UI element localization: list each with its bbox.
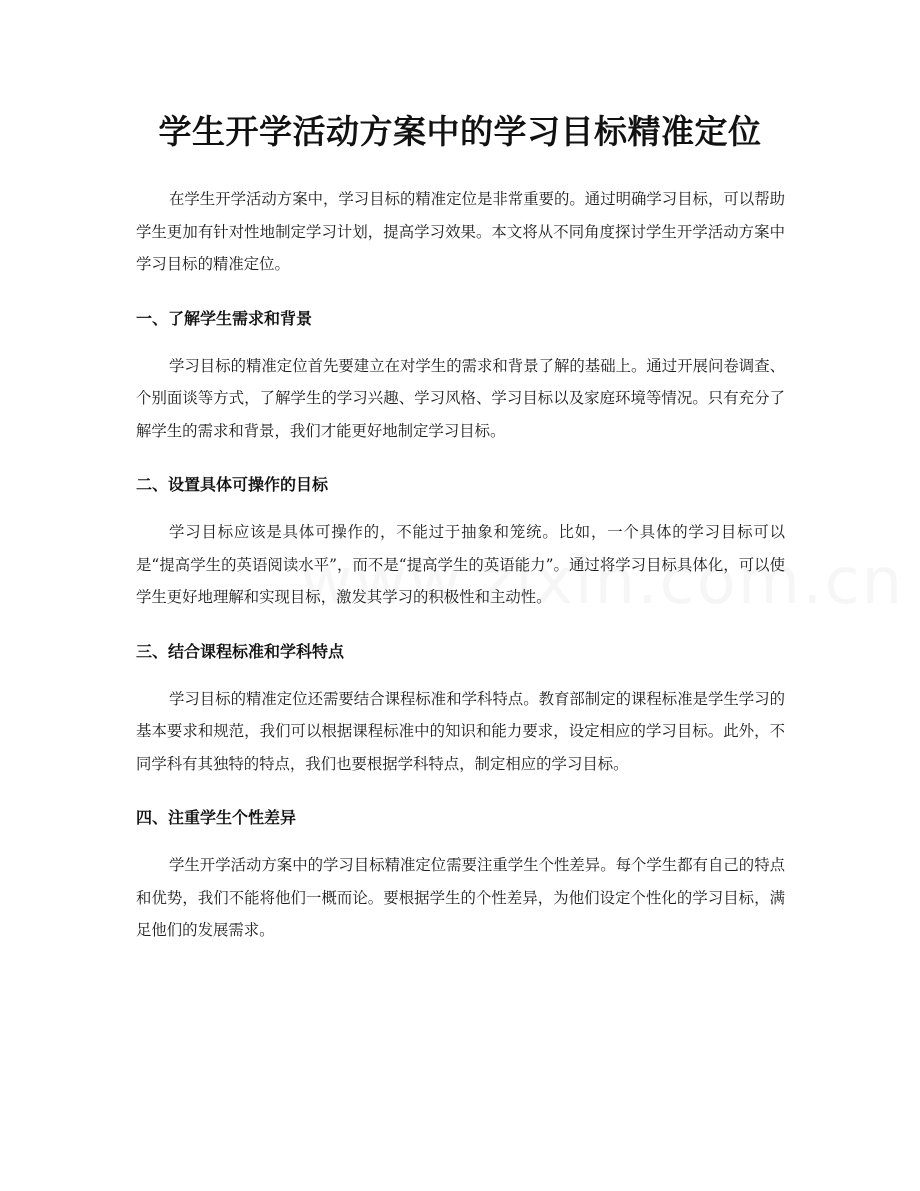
document-body	[136, 183, 785, 947]
intro-paragraph: 在学生开学活动方案中，学习目标的精准定位是非常重要的。通过明确学习目标，可以帮助学生更加有针对性地制定学习计划，提高学习效果。本文将从不同角度探讨学生开学活动方案中学习目标的精准定位。	[136, 190, 785, 273]
section-body-1: 学习目标的精准定位首先要建立在对学生的需求和背景了解的基础上。通过开展问卷调查、个别面谈等方式，了解学生的学习兴趣、学习风格、学习目标以及家庭环境等情况。只有充分了解学生的需求和背景，我们才能更好地制定学习目标。	[136, 356, 785, 440]
section-body-2: 学习目标应该是具体可操作的，不能过于抽象和笼统。比如，一个具体的学习目标可以是“提高学生的英语阅读水平”，而不是“提高学生的英语能力”。通过将学习目标具体化，可以使学生更好地理解和实现目标，激发其学习的积极性和主动性。	[136, 523, 785, 606]
section-body-3: 学习目标的精准定位还需要结合课程标准和学科特点。教育部制定的课程标准是学生学习的基本要求和规范，我们可以根据课程标准中的知识和能力要求，设定相应的学习目标。此外，不同学科有其独特的特点，我们也要根据学科特点，制定相应的学习目标。	[136, 689, 785, 773]
section-heading-4: 四、注重学生个性差异	[136, 808, 297, 827]
section-heading-2: 二、设置具体可操作的目标	[136, 475, 329, 494]
section-heading-3: 三、结合课程标准和学科特点	[136, 641, 345, 661]
section-heading-1: 一、了解学生需求和背景	[136, 308, 313, 328]
page-title: 学生开学活动方案中的学习目标精准定位	[158, 112, 762, 151]
section-body-4: 学生开学活动方案中的学习目标精准定位需要注重学生个性差异。每个学生都有自己的特点和优势，我们不能将他们一概而论。要根据学生的个性差异，为他们设定个性化的学习目标，满足他们的发展需求。	[136, 856, 785, 939]
